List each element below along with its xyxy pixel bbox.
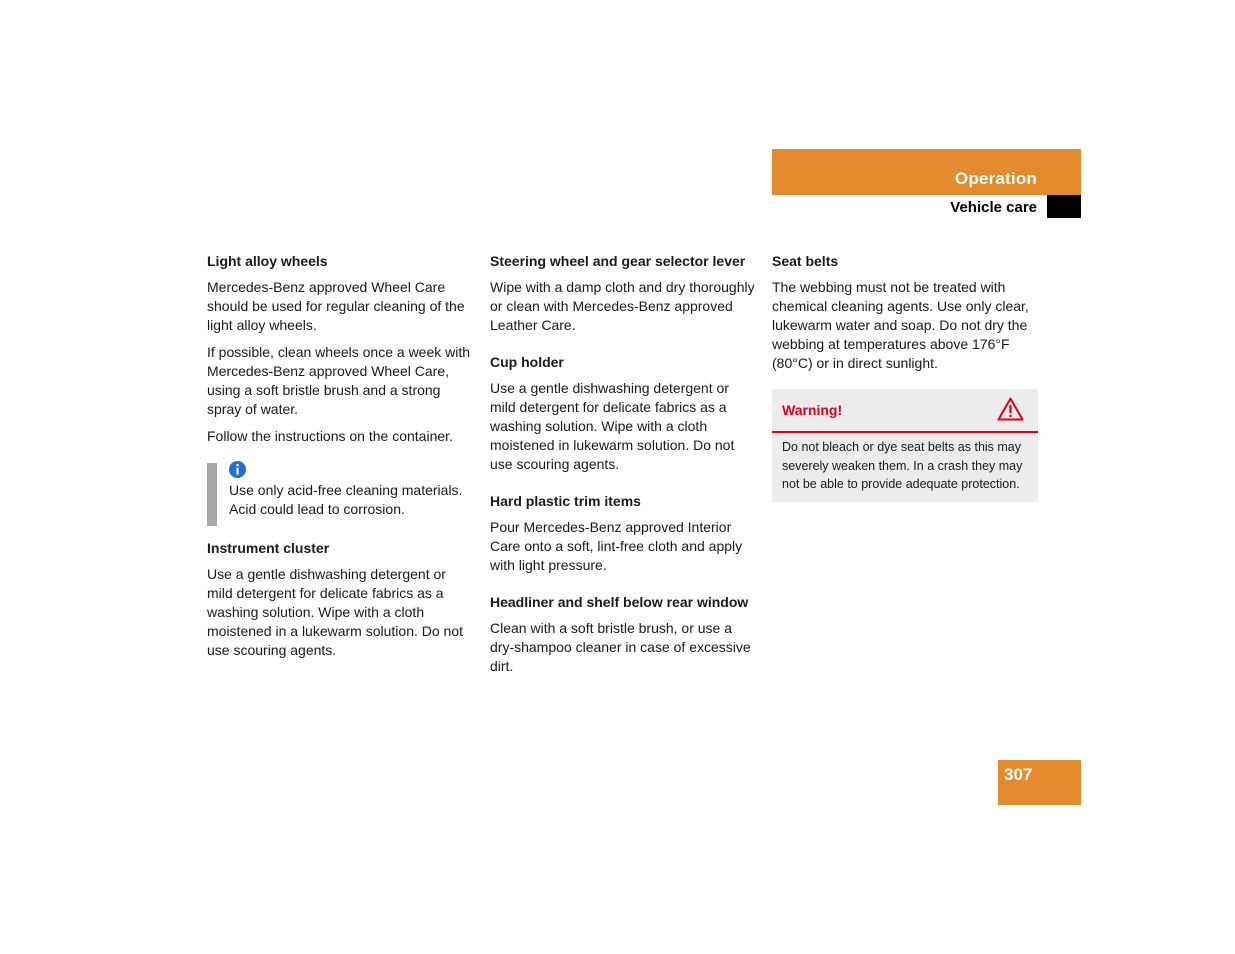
page-number: 307 — [1004, 765, 1033, 784]
column-3 — [772, 252, 1038, 502]
steering-heading: Steering wheel and gear selector lever — [490, 253, 746, 269]
seat-belts-text: The webbing must not be treated with chemical cleaning agents. Use only clear, lukewarm water and soap. Do not dry the webbing at temperatures above 176°F (80°C) or in direct sunlight. — [772, 279, 1029, 371]
note-bar — [207, 463, 217, 526]
warning-box — [772, 389, 1038, 502]
info-note-text: Use only acid-free cleaning materials. Acid could lead to corrosion. — [229, 482, 463, 517]
steering-text: Wipe with a damp cloth and dry thoroughly or clean with Mercedes-Benz approved Leather Care. — [490, 279, 755, 333]
subsection-title: Vehicle care — [950, 199, 1037, 216]
light-alloy-heading: Light alloy wheels — [207, 253, 328, 269]
instrument-cluster-text: Use a gentle dishwashing detergent or mild detergent for delicate fabrics as a washing solution. Wipe with a cloth moistened in a lukewarm solution. Do not use scouring agents. — [207, 566, 464, 658]
header-bar — [772, 149, 1081, 195]
hard-plastic-heading: Hard plastic trim items — [490, 493, 641, 509]
cup-holder-heading: Cup holder — [490, 354, 564, 370]
page-number-box — [998, 760, 1081, 805]
hard-plastic-text: Pour Mercedes-Benz approved Interior Care onto a soft, lint-free cloth and apply with light pressure. — [490, 519, 743, 573]
header-marker — [1047, 195, 1081, 218]
column-2 — [490, 252, 758, 684]
light-alloy-p3: Follow the instructions on the container. — [207, 428, 453, 444]
warning-triangle-icon — [997, 397, 1024, 421]
info-note — [207, 461, 475, 519]
warning-header — [772, 389, 1038, 433]
headliner-heading: Headliner and shelf below rear window — [490, 594, 749, 610]
instrument-cluster-heading: Instrument cluster — [207, 540, 330, 556]
light-alloy-p2: If possible, clean wheels once a week with Mercedes-Benz approved Wheel Care, using a soft bristle brush and a strong spray of water. — [207, 344, 471, 417]
info-icon — [229, 461, 246, 478]
seat-belts-heading: Seat belts — [772, 253, 839, 269]
section-title: Operation — [954, 169, 1037, 188]
headliner-text: Clean with a soft bristle brush, or use a dry-shampoo cleaner in case of excessive dirt. — [490, 620, 751, 674]
light-alloy-p1: Mercedes-Benz approved Wheel Care should be used for regular cleaning of the light alloy wheels. — [207, 279, 465, 333]
warning-title: Warning! — [782, 402, 843, 418]
cup-holder-text: Use a gentle dishwashing detergent or mild detergent for delicate fabrics as a washing solution. Wipe with a cloth moistened in lukewarm solution. Do not use scouring agents. — [490, 380, 735, 472]
column-1 — [207, 252, 475, 668]
warning-text: Do not bleach or dye seat belts as this may severely weaken them. In a crash they may not be able to provide adequate protection. — [782, 440, 1023, 491]
